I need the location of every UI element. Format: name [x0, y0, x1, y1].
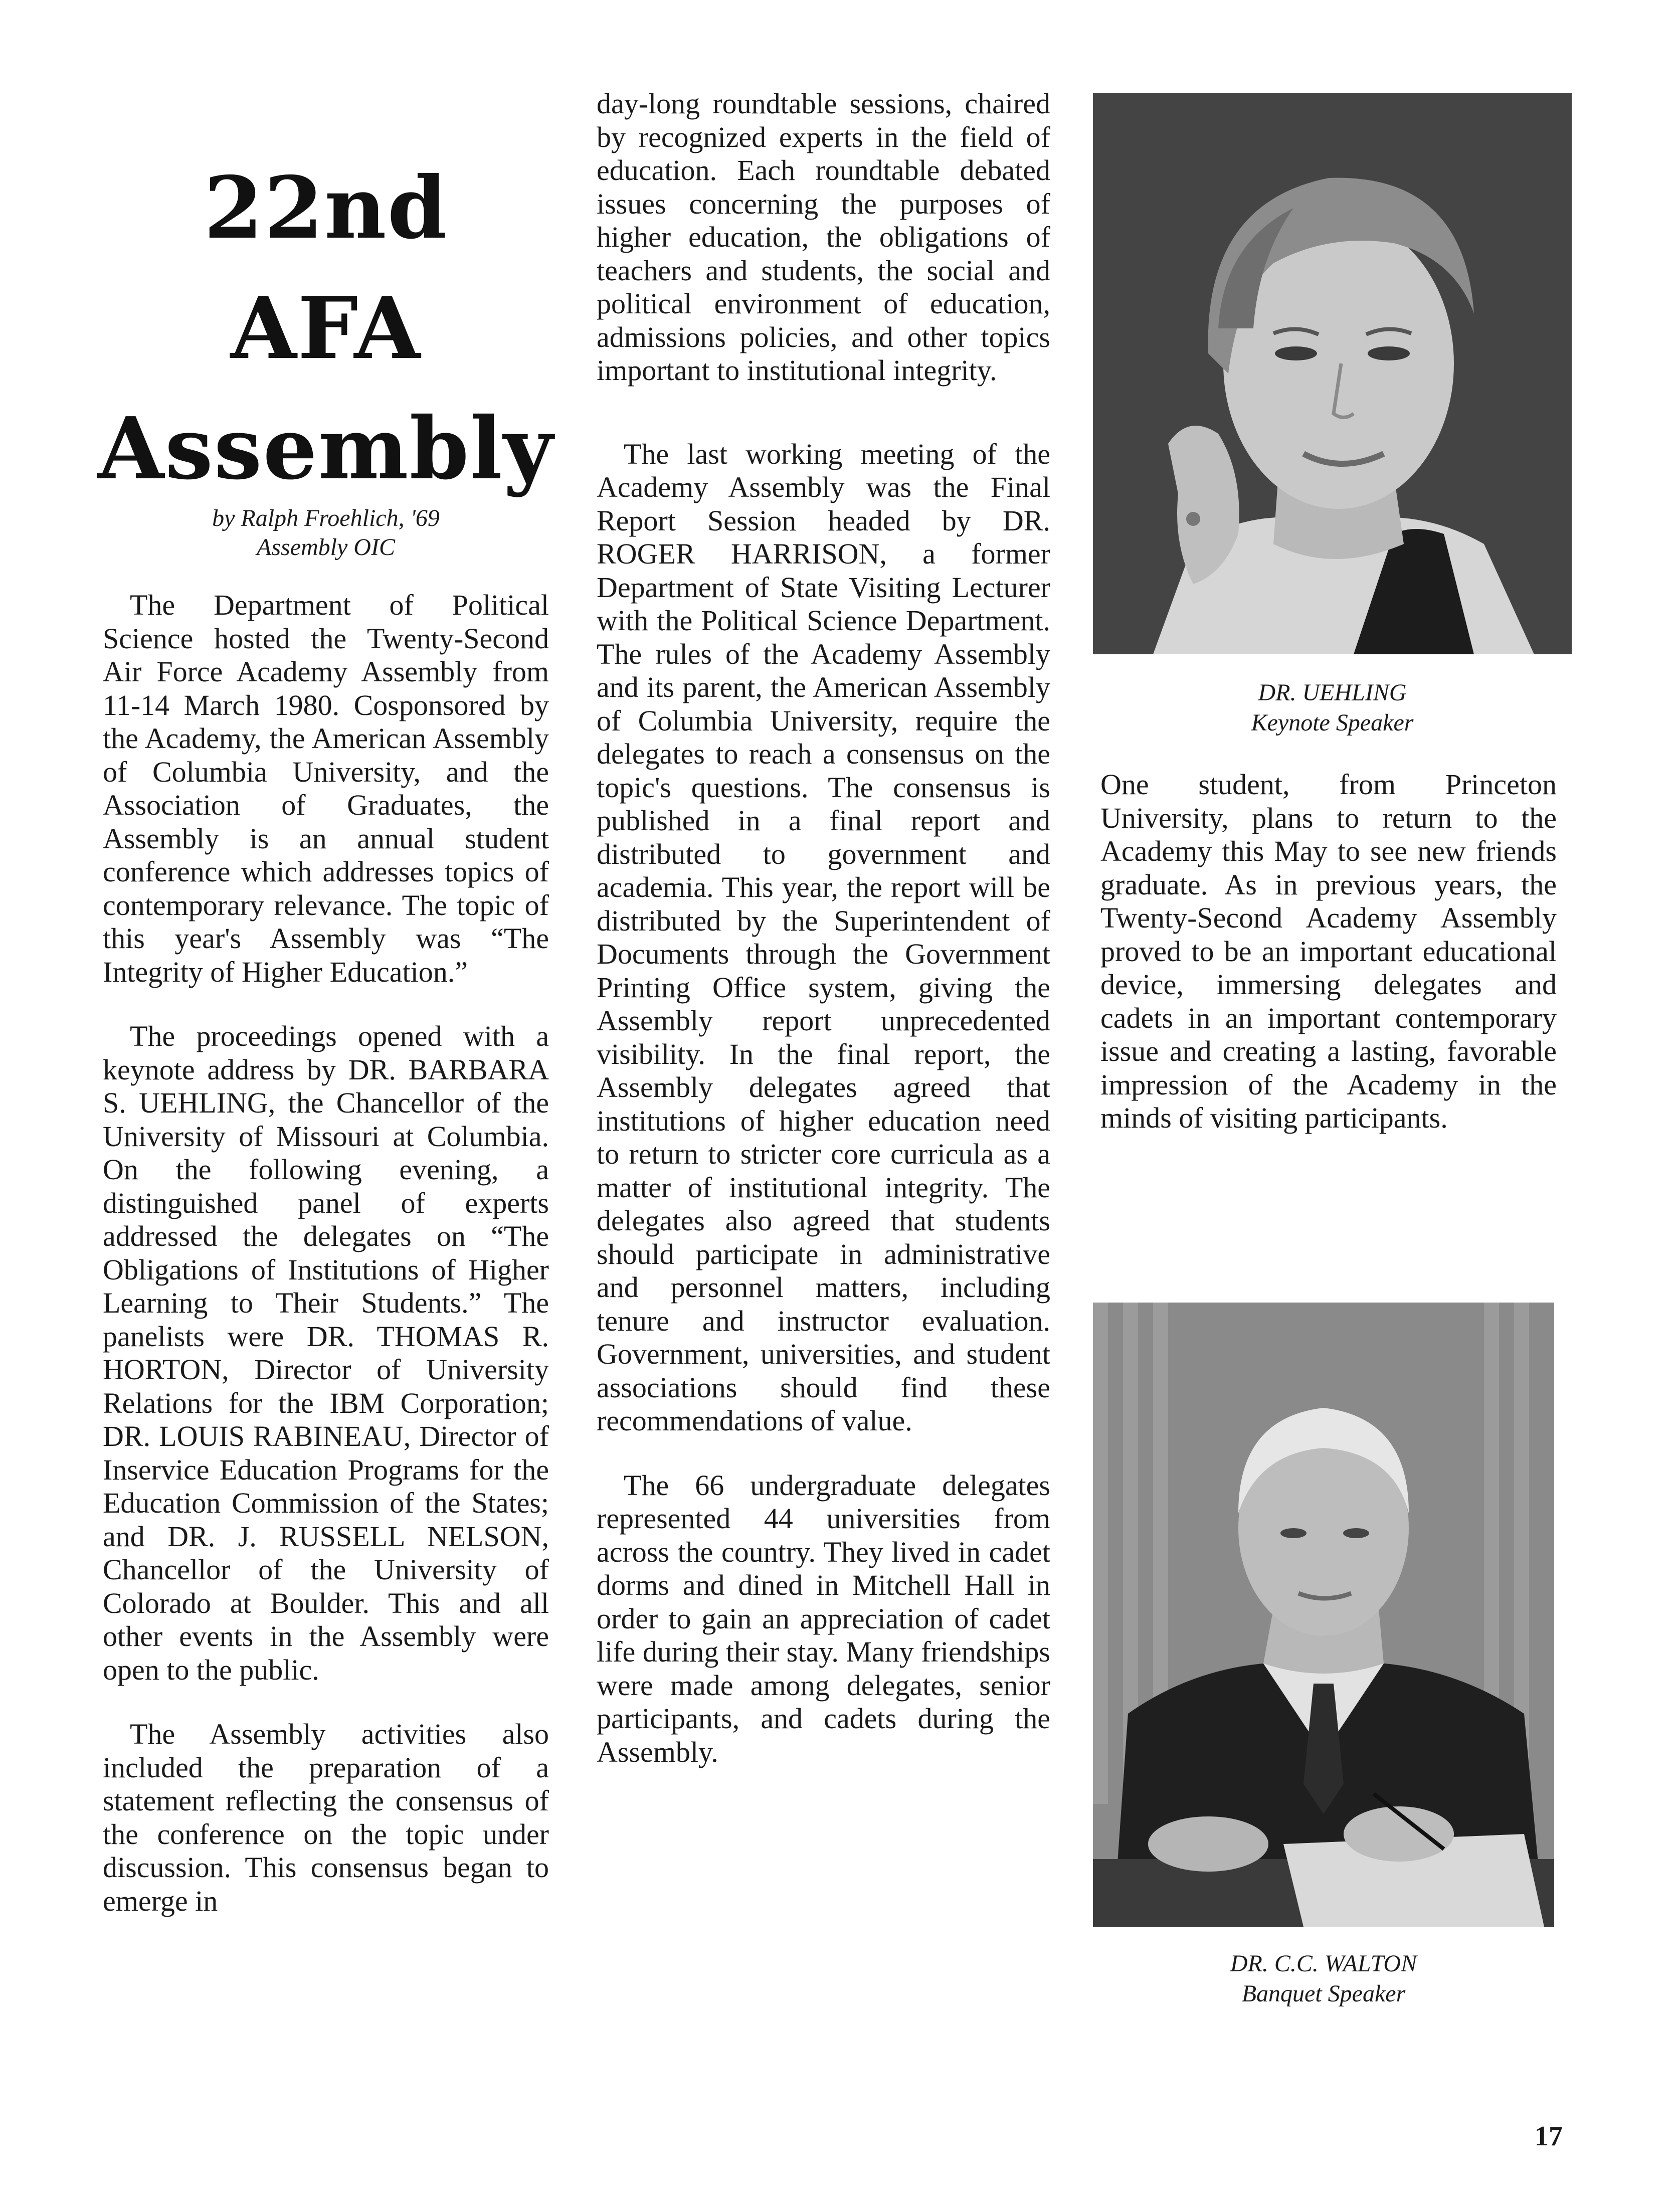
- caption-role: Keynote Speaker: [1251, 709, 1414, 736]
- photo-walton: [1093, 1303, 1554, 1927]
- caption-name: DR. UEHLING: [1258, 679, 1407, 706]
- paragraph: The Department of Political Science hosted the Twenty-Second Air Force Academy Assembly from 11-14 March 1980. Cosponsored by the Academy, the American Assembly of Columbia University, and the Association of Graduates, the Assembly is an annual student conference which addresses topics of contemporary relevance. The topic of this year's Assembly was “The Integrity of Higher Education.”: [103, 589, 549, 988]
- text-column-left: [103, 589, 549, 1918]
- title-line-2: AFA: [230, 278, 422, 379]
- paragraph-continued: day-long roundtable sessions, chaired by recognized experts in the field of education. Each roundtable debated issues concerning the purposes of higher education, the obligations of teachers and students, the social and political environment of education, admissions policies, and other topics important to institutional integrity.: [597, 87, 1050, 387]
- article-title: [80, 148, 572, 509]
- caption-name: DR. C.C. WALTON: [1230, 1950, 1417, 1977]
- paragraph: The Assembly activities also included the preparation of a statement reflecting the consensus of the conference on the topic under discussion. This consensus began to emerge in: [103, 1718, 549, 1917]
- paragraph: The proceedings opened with a keynote address by DR. BARBARA S. UEHLING, the Chancellor of the University of Missouri at Columbia. On the following evening, a distinguished panel of experts addressed the delegates on “The Obligations of Institutions of Higher Learning to Their Students.” The panelists were DR. THOMAS R. HORTON, Director of University Relations for the IBM Corporation; DR. LOUIS RABINEAU, Director of Inservice Education Programs for the Education Commission of the States; and DR. J. RUSSELL NELSON, Chancellor of the University of Colorado at Boulder. This and all other events in the Assembly were open to the public.: [103, 1020, 549, 1686]
- page-number: 17: [1535, 2121, 1563, 2152]
- paragraph: One student, from Princeton University, plans to return to the Academy this May to see new friends graduate. As in previous years, the Twenty-Second Academy Assembly proved to be an important educational device, immersing delegates and cadets in an important contemporary issue and creating a lasting, favorable impression of the Academy in the minds of visiting participants.: [1100, 768, 1557, 1134]
- text-column-right: [1100, 768, 1557, 1135]
- caption-role: Banquet Speaker: [1241, 1980, 1406, 2007]
- byline-role: Assembly OIC: [257, 534, 395, 561]
- text-column-middle: [597, 87, 1050, 1769]
- portrait-man-image: [1093, 1303, 1554, 1927]
- byline-author: by Ralph Froehlich, '69: [212, 505, 440, 531]
- byline: [103, 504, 549, 562]
- paragraph: The 66 undergraduate delegates represented 44 universities from across the country. They lived in cadet dorms and dined in Mitchell Hall in order to gain an appreciation of cadet life during their stay. Many friendships were made among delegates, senior participants, and cadets during the Assembly.: [597, 1468, 1050, 1768]
- title-line-3: Assembly: [98, 399, 554, 499]
- photo-caption-walton: [1093, 1949, 1554, 2009]
- photo-caption-uehling: [1093, 678, 1572, 738]
- photo-uehling: [1093, 93, 1572, 654]
- paragraph: The last working meeting of the Academy Assembly was the Final Report Session headed by DR. ROGER HARRISON, a former Department of State Visiting Lecturer with the Political Science Department. The rules of the Academy Assembly and its parent, the American Assembly of Columbia University, require the delegates to reach a consensus on the topic's questions. The consensus is published in a final report and distributed to government and academia. This year, the report will be distributed by the Superintendent of Documents through the Government Printing Office system, giving the Assembly report unprecedented visibility. In the final report, the Assembly delegates agreed that institutions of higher education need to return to stricter core curricula as a matter of institutional integrity. The delegates also agreed that students should participate in administrative and personnel matters, including tenure and instructor evaluation. Government, universities, and student associations should find these recommendations of value.: [597, 437, 1050, 1437]
- portrait-woman-image: [1093, 93, 1572, 654]
- title-line-1: 22nd: [204, 158, 448, 258]
